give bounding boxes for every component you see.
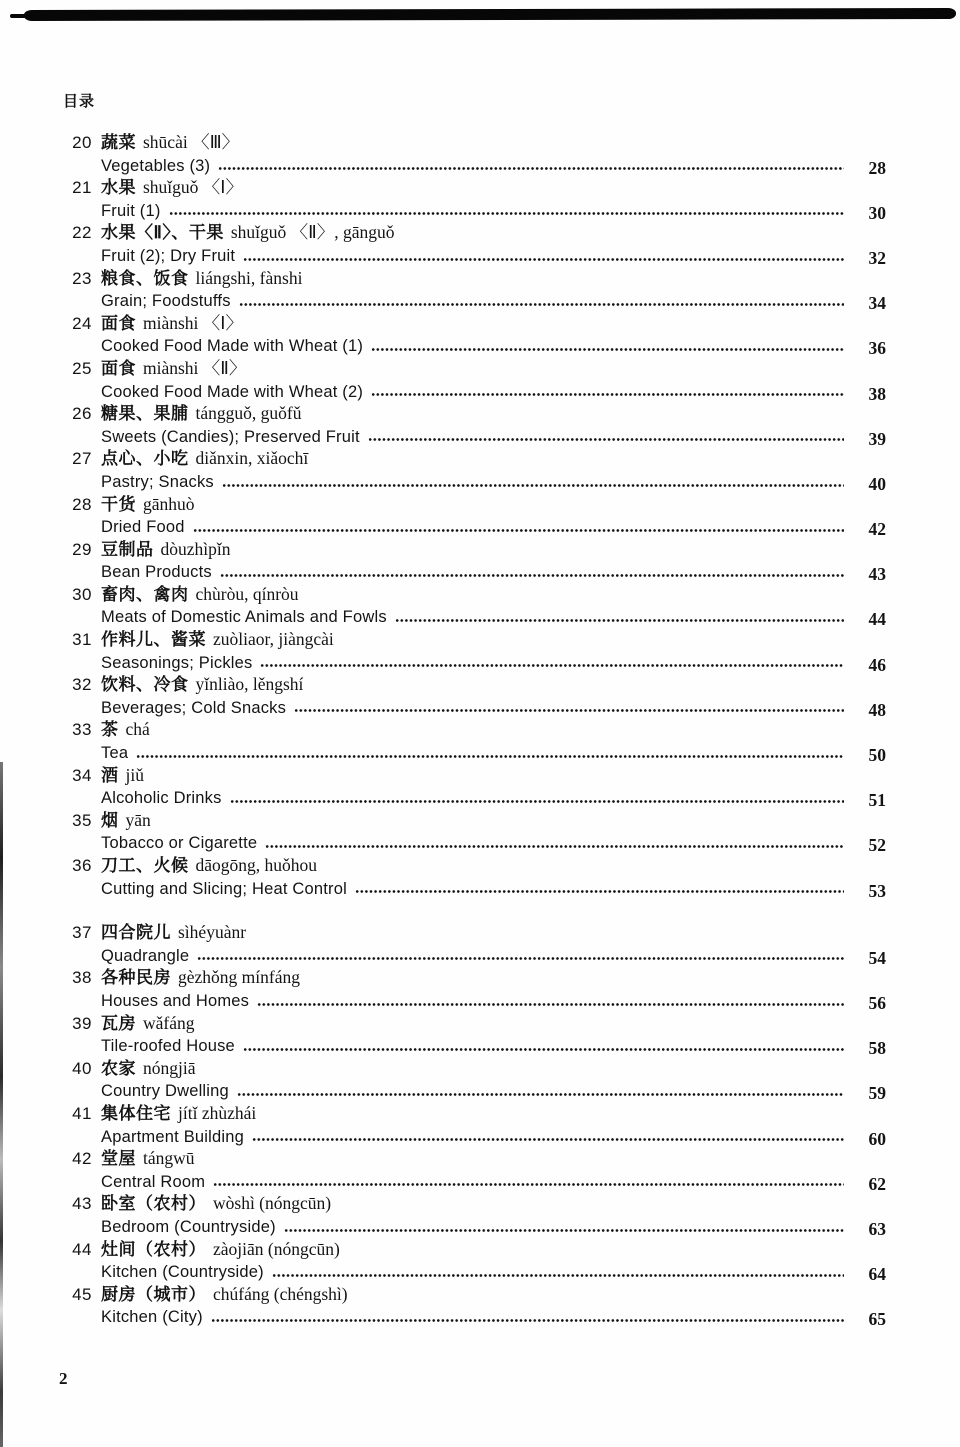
dotted-leader: [222, 482, 844, 489]
toc-entry: [62, 628, 886, 673]
toc-entry: [62, 809, 886, 854]
entry-english: Grain; Foodstuffs: [101, 292, 231, 311]
toc-entry: [62, 583, 886, 628]
entry-page-number: 28: [868, 157, 886, 178]
toc-entry: [62, 718, 886, 766]
dotted-leader: [252, 1136, 844, 1143]
dotted-leader: [368, 436, 844, 443]
entry-pinyin: miànshi 〈Ⅰ〉: [143, 312, 243, 333]
entry-pinyin: nóngjiā: [143, 1057, 196, 1078]
entry-heading-line: [62, 966, 886, 989]
entry-page-number: 39: [868, 428, 886, 449]
entry-chinese: 作料儿、酱菜: [101, 630, 206, 650]
toc-entry: [62, 966, 886, 1011]
dotted-leader: [243, 1046, 844, 1053]
entry-pinyin: zuòliaor, jiàngcài: [213, 629, 334, 650]
entry-translation-line: [62, 1034, 886, 1057]
toc-entry: [62, 267, 886, 312]
entry-page-number: 48: [868, 699, 886, 720]
entry-chinese: 农家: [101, 1058, 136, 1078]
entry-translation-line: [62, 1079, 886, 1102]
entry-translation-line: [62, 831, 886, 854]
entry-number: 37: [72, 923, 92, 943]
entry-pinyin: yǐnliào, lěngshí: [195, 674, 304, 695]
entry-english: Apartment Building: [101, 1127, 245, 1146]
dotted-leader: [237, 1091, 844, 1098]
toc-title: 目录: [63, 93, 96, 110]
entry-number: 22: [72, 223, 92, 243]
entry-heading-line: [62, 718, 886, 741]
dotted-leader: [243, 256, 844, 263]
entry-number: 27: [72, 449, 92, 469]
entry-translation-line: [62, 1215, 886, 1238]
entry-number: 42: [72, 1149, 92, 1169]
entry-pinyin: chá: [125, 719, 150, 740]
entry-chinese: 面食: [101, 313, 136, 333]
entry-pinyin: chùròu, qínròu: [195, 583, 299, 604]
dotted-leader: [218, 165, 844, 172]
entry-translation-line: [62, 289, 886, 312]
entry-page-number: 32: [868, 247, 886, 268]
entry-english: Bean Products: [101, 563, 212, 582]
entry-number: 32: [72, 675, 92, 695]
entry-heading-line: [62, 357, 886, 380]
entry-chinese: 畜肉、禽肉: [101, 584, 189, 604]
entry-english: Fruit (1): [101, 201, 161, 220]
dotted-leader: [395, 617, 844, 624]
entry-chinese: 点心、小吃: [101, 449, 189, 469]
dotted-leader: [371, 346, 844, 353]
entry-translation-line: [62, 696, 886, 719]
toc-entry: [62, 312, 886, 357]
entry-pinyin: jítǐ zhùzhái: [178, 1102, 257, 1123]
entry-page-number: 63: [868, 1218, 886, 1239]
entry-english: Cooked Food Made with Wheat (1): [101, 337, 364, 356]
entry-pinyin: liángshi, fànshi: [195, 267, 303, 288]
entry-english: Tile-roofed House: [101, 1037, 235, 1056]
toc-entry: [62, 854, 886, 899]
toc-entry: [62, 1057, 886, 1102]
entry-page-number: 53: [868, 880, 886, 901]
entry-heading-line: [62, 921, 886, 944]
entry-heading-line: [62, 493, 886, 516]
entry-heading-line: [62, 538, 886, 561]
toc-entry: [62, 402, 886, 447]
entry-number: 33: [72, 720, 92, 740]
entry-heading-line: [62, 1238, 886, 1261]
entry-heading-line: [62, 673, 886, 696]
toc-entry: [62, 1238, 886, 1283]
entry-translation-line: [62, 1125, 886, 1148]
entry-page-number: 44: [868, 609, 886, 630]
entry-number: 31: [72, 630, 92, 650]
entry-translation-line: [62, 470, 886, 493]
entry-page-number: 34: [868, 293, 886, 314]
entry-page-number: 51: [868, 790, 886, 811]
entry-pinyin: dāogōng, huǒhou: [195, 855, 318, 875]
entry-pinyin: shuǐguǒ 〈Ⅱ〉, gānguǒ: [230, 222, 395, 243]
dotted-leader: [220, 572, 844, 579]
entry-page-number: 52: [868, 835, 886, 856]
entry-pinyin: gānhuò: [143, 493, 195, 514]
scan-artifact-top-line: [24, 8, 956, 21]
toc-entry: [62, 131, 886, 176]
entry-english: Fruit (2); Dry Fruit: [101, 246, 236, 265]
entry-pinyin: wòshì (nóngcūn): [213, 1193, 332, 1214]
entry-pinyin: shuǐguǒ 〈Ⅰ〉: [143, 177, 243, 198]
entry-translation-line: [62, 334, 886, 357]
entry-heading-line: [62, 402, 886, 425]
entry-page-number: 59: [868, 1083, 886, 1104]
entry-number: 29: [72, 539, 92, 559]
entry-translation-line: [62, 877, 886, 900]
entry-heading-line: [62, 447, 886, 470]
entry-chinese: 厨房（城市）: [101, 1284, 206, 1304]
entry-page-number: 56: [868, 992, 886, 1013]
toc-list: [62, 131, 886, 1328]
entry-heading-line: [62, 176, 886, 199]
entry-heading-line: [62, 131, 886, 154]
entry-pinyin: dòuzhìpǐn: [160, 538, 231, 559]
entry-page-number: 36: [868, 338, 886, 359]
entry-translation-line: [62, 560, 886, 583]
entry-page-number: 30: [868, 202, 886, 223]
entry-english: Vegetables (3): [101, 156, 211, 175]
dotted-leader: [260, 662, 844, 669]
entry-english: Alcoholic Drinks: [101, 789, 222, 808]
entry-number: 39: [72, 1013, 92, 1033]
entry-heading-line: [62, 221, 886, 244]
entry-heading-line: [62, 1012, 886, 1035]
entry-page-number: 54: [868, 947, 886, 968]
entry-heading-line: [62, 1192, 886, 1215]
entry-pinyin: miànshi 〈Ⅱ〉: [143, 357, 247, 378]
entry-translation-line: [62, 989, 886, 1012]
entry-number: 20: [72, 133, 92, 152]
page-number-footer: 2: [59, 1369, 68, 1388]
toc-entry: [62, 1012, 886, 1057]
entry-english: Meats of Domestic Animals and Fowls: [101, 608, 387, 627]
entry-number: 43: [72, 1194, 92, 1214]
entry-page-number: 64: [868, 1264, 886, 1285]
entry-page-number: 62: [868, 1173, 886, 1194]
toc-entry: [62, 357, 886, 402]
toc-entry: [62, 1192, 886, 1237]
toc-entry: [62, 1102, 886, 1147]
entry-page-number: 58: [868, 1038, 886, 1059]
entry-pinyin: wǎfáng: [143, 1012, 195, 1033]
entry-heading-line: [62, 1102, 886, 1125]
entry-heading-line: [62, 628, 886, 651]
entry-translation-line: [62, 199, 886, 222]
entry-chinese: 粮食、饭食: [101, 268, 189, 288]
toc-entry: [62, 493, 886, 538]
entry-translation-line: [62, 425, 886, 448]
dotted-leader: [136, 753, 844, 760]
entry-number: 36: [72, 856, 92, 875]
entry-page-number: 43: [868, 564, 886, 585]
entry-heading-line: [62, 583, 886, 606]
entry-heading-line: [62, 267, 886, 290]
entry-chinese: 灶间（农村）: [101, 1239, 206, 1259]
entry-chinese: 酒: [101, 765, 119, 785]
entry-pinyin: yān: [125, 809, 151, 830]
entry-pinyin: diǎnxin, xiǎochī: [195, 448, 309, 469]
entry-translation-line: [62, 1260, 886, 1283]
entry-pinyin: sìhéyuànr: [178, 922, 247, 943]
entry-english: Pastry; Snacks: [101, 472, 214, 491]
dotted-leader: [197, 955, 844, 962]
entry-english: Cutting and Slicing; Heat Control: [101, 879, 347, 898]
entry-pinyin: zàojiān (nóngcūn): [213, 1238, 340, 1259]
entry-page-number: 40: [868, 473, 886, 494]
entry-chinese: 堂屋: [101, 1149, 136, 1169]
dotted-leader: [371, 391, 844, 398]
entry-heading-line: [62, 764, 886, 787]
entry-heading-line: [62, 854, 886, 877]
entry-heading-line: [62, 312, 886, 335]
entry-english: Country Dwelling: [101, 1082, 229, 1101]
toc-entry: [62, 921, 886, 966]
entry-english: Kitchen (Countryside): [101, 1263, 264, 1282]
entry-translation-line: [62, 1170, 886, 1193]
entry-number: 35: [72, 810, 92, 830]
dotted-leader: [265, 843, 844, 850]
entry-pinyin: chúfáng (chéngshì): [213, 1283, 348, 1304]
entry-pinyin: tángguǒ, guǒfǔ: [195, 403, 302, 424]
toc-entry: [62, 1283, 886, 1328]
entry-chinese: 蔬菜: [101, 133, 136, 152]
entry-english: Central Room: [101, 1172, 206, 1191]
entry-page-number: 46: [868, 654, 886, 675]
entry-chinese: 豆制品: [101, 539, 154, 559]
entry-translation-line: [62, 380, 886, 403]
dotted-leader: [230, 798, 844, 805]
entry-english: Dried Food: [101, 518, 185, 537]
entry-number: 28: [72, 494, 92, 514]
entry-english: Quadrangle: [101, 946, 190, 965]
entry-number: 40: [72, 1058, 92, 1078]
toc-entry: [62, 1147, 886, 1192]
entry-translation-line: [62, 154, 886, 177]
entry-translation-line: [62, 605, 886, 628]
entry-page-number: 60: [868, 1128, 886, 1149]
toc-entry: [62, 221, 886, 266]
dotted-leader: [272, 1272, 844, 1279]
entry-page-number: 65: [868, 1309, 886, 1330]
entry-number: 24: [72, 313, 92, 333]
entry-english: Seasonings; Pickles: [101, 653, 253, 672]
entry-translation-line: [62, 651, 886, 674]
entry-page-number: 50: [868, 745, 886, 766]
scan-artifact-left-line: [0, 762, 3, 1447]
entry-chinese: 干货: [101, 494, 136, 514]
entry-number: 26: [72, 404, 92, 424]
entry-number: 30: [72, 584, 92, 604]
entry-pinyin: shūcài 〈Ⅲ〉: [143, 132, 240, 152]
entry-chinese: 集体住宅: [101, 1103, 171, 1123]
entry-number: 45: [72, 1284, 92, 1304]
entry-chinese: 水果〈Ⅱ〉、干果: [101, 223, 224, 243]
entry-chinese: 卧室（农村）: [101, 1194, 206, 1214]
entry-english: Kitchen (City): [101, 1308, 203, 1327]
entry-number: 34: [72, 765, 92, 785]
entry-english: Tea: [101, 744, 129, 763]
entry-translation-line: [62, 515, 886, 538]
entry-page-number: 42: [868, 519, 886, 540]
entry-chinese: 饮料、冷食: [101, 675, 189, 695]
toc-entry: [62, 673, 886, 718]
entry-translation-line: [62, 944, 886, 967]
entry-english: Tobacco or Cigarette: [101, 834, 258, 853]
entry-english: Houses and Homes: [101, 991, 250, 1010]
entry-number: 41: [72, 1103, 92, 1123]
entry-translation-line: [62, 786, 886, 809]
dotted-leader: [355, 888, 844, 895]
entry-chinese: 糖果、果脯: [101, 404, 189, 424]
toc-entry: [62, 447, 886, 492]
entry-chinese: 瓦房: [101, 1013, 136, 1033]
entry-number: 25: [72, 358, 92, 378]
dotted-leader: [239, 301, 844, 308]
entry-number: 23: [72, 268, 92, 288]
entry-number: 21: [72, 178, 92, 198]
entry-translation-line: [62, 244, 886, 267]
entry-chinese: 四合院儿: [101, 923, 171, 943]
entry-number: 38: [72, 968, 92, 988]
entry-chinese: 烟: [101, 810, 119, 830]
entry-pinyin: tángwū: [143, 1148, 195, 1169]
dotted-leader: [211, 1317, 844, 1324]
entry-english: Bedroom (Countryside): [101, 1217, 276, 1236]
entry-heading-line: [62, 1057, 886, 1080]
dotted-leader: [169, 210, 844, 217]
entry-heading-line: [62, 1147, 886, 1170]
entry-number: 44: [72, 1239, 92, 1259]
toc-entry: [62, 176, 886, 221]
entry-heading-line: [62, 1283, 886, 1306]
toc-entry: [62, 538, 886, 583]
entry-english: Cooked Food Made with Wheat (2): [101, 382, 364, 401]
dotted-leader: [213, 1181, 844, 1188]
entry-english: Beverages; Cold Snacks: [101, 698, 287, 717]
entry-translation-line: [62, 1305, 886, 1328]
entry-chinese: 茶: [101, 720, 119, 740]
entry-english: Sweets (Candies); Preserved Fruit: [101, 427, 360, 446]
dotted-leader: [284, 1227, 844, 1234]
entry-chinese: 面食: [101, 358, 136, 378]
dotted-leader: [193, 527, 844, 534]
dotted-leader: [294, 707, 844, 714]
entry-chinese: 水果: [101, 178, 136, 198]
entry-chinese: 各种民房: [101, 968, 171, 988]
entry-chinese: 刀工、火候: [101, 856, 189, 875]
dotted-leader: [257, 1001, 844, 1008]
entry-page-number: 38: [868, 383, 886, 404]
entry-pinyin: jiǔ: [125, 764, 144, 785]
entry-translation-line: [62, 741, 886, 764]
entry-heading-line: [62, 809, 886, 832]
entry-pinyin: gèzhǒng mínfáng: [178, 967, 300, 988]
toc-entry: [62, 764, 886, 809]
